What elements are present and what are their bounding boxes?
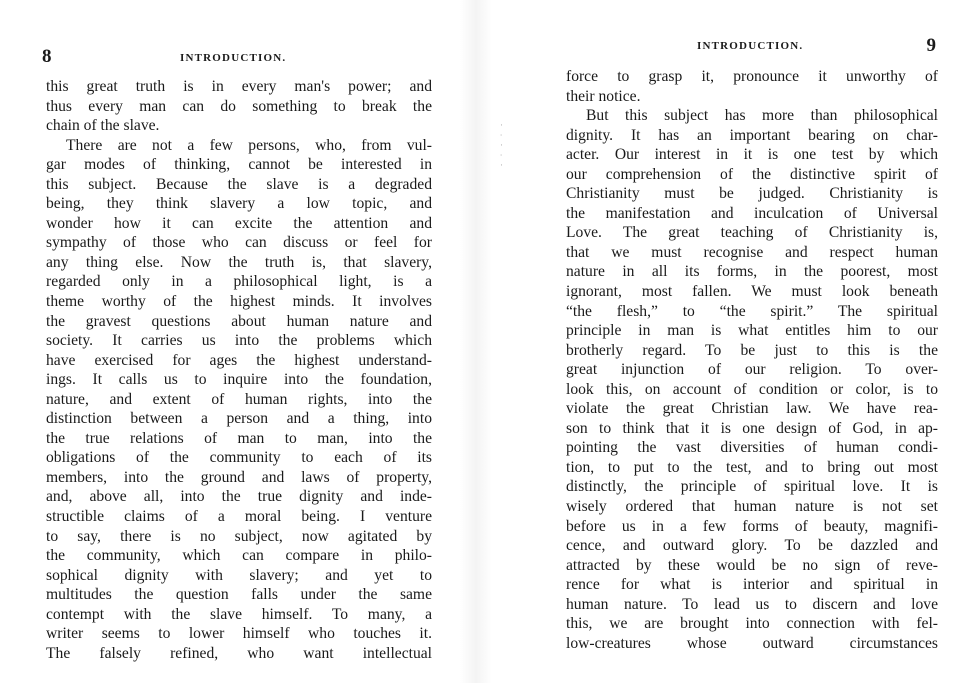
text-line: There are not a few persons, who, from vul-: [66, 136, 432, 154]
text-line: pointing the vast diversities of human condi-: [566, 439, 938, 457]
text-line: distinction between a person and a thing, into: [46, 410, 432, 428]
text-line: structible claims of a moral being. I venture: [46, 508, 432, 526]
text-line: writer seems to lower himself who touches it.: [46, 625, 432, 643]
text-line: son to think that it is one design of God, in ap-: [566, 419, 938, 437]
text-line: our comprehension of the distinctive spirit of: [566, 165, 938, 183]
text-line: the true relations of man to man, into the: [46, 429, 432, 447]
text-line: tion, to put to the test, and to bring out most: [566, 458, 938, 476]
text-line: contempt with the slave himself. To many, a: [46, 605, 432, 623]
text-line: principle in man is what entitles him to our: [566, 322, 938, 340]
text-line: and, above all, into the true dignity and inde-: [46, 488, 432, 506]
text-line: cence, and outward glory. To be dazzled and: [566, 537, 938, 555]
running-head: INTRODUCTION.: [697, 40, 804, 52]
text-line: multitudes the question falls under the same: [46, 586, 432, 604]
text-line: “the flesh,” to “the spirit.” The spiritual: [566, 302, 938, 320]
text-line: society. It carries us into the problems which: [46, 332, 432, 350]
text-line: this, we are brought into connection with fel-: [566, 615, 938, 633]
text-line: the community, which can compare in philo-: [46, 547, 432, 565]
text-line: being, they think slavery a low topic, and: [46, 195, 432, 213]
text-line: wonder how it can excite the attention and: [46, 214, 432, 232]
text-line: have exercised for ages the highest understand-: [46, 351, 432, 369]
text-line: obligations of the community to each of its: [46, 449, 432, 467]
text-line: that we must recognise and respect human: [566, 243, 938, 261]
text-line: theme worthy of the highest minds. It involves: [46, 293, 432, 311]
text-line: force to grasp it, pronounce it unworthy of: [566, 68, 938, 85]
text-line: wisely ordered that human nature is not set: [566, 498, 938, 516]
running-head: INTRODUCTION.: [180, 52, 287, 64]
text-line: rence for what is interior and spiritual in: [566, 576, 938, 594]
text-line: brotherly regard. To be just to this is the: [566, 341, 938, 359]
text-line: nature, and extent of human rights, into the: [46, 390, 432, 408]
text-line: their notice.: [566, 87, 641, 105]
text-line: human nature. To lead us to discern and love: [566, 595, 938, 613]
page-number: 9: [926, 35, 936, 56]
left-page: [0, 0, 460, 683]
text-line: sympathy of those who can discuss or feel for: [46, 234, 432, 252]
text-line: to say, there is no subject, now agitated by: [46, 527, 432, 545]
text-line: The falsely refined, who want intellectual: [46, 644, 432, 662]
text-line: this subject. Because the slave is a degraded: [46, 175, 432, 193]
text-line: the gravest questions about human nature and: [46, 312, 432, 330]
page-text: [566, 67, 938, 653]
text-line: members, into the ground and laws of property,: [46, 468, 432, 486]
text-line: Christianity must be judged. Christianity is: [566, 185, 938, 203]
text-line: ignorant, most fallen. We must look beneath: [566, 283, 938, 301]
text-line: violate the great Christian law. We have rea-: [566, 400, 938, 418]
right-page: [492, 0, 980, 683]
text-line: attracted by these would be no sign of reve-: [566, 556, 938, 574]
scan-specks: · ∙ · ∙ ·: [500, 120, 503, 170]
text-line: thus every man can do something to break the: [46, 97, 432, 115]
text-line: nature in all its forms, in the poorest, most: [566, 263, 938, 281]
text-line: dignity. It has an important bearing on char-: [566, 126, 938, 144]
text-line: low-creatures whose outward circumstances: [566, 634, 938, 652]
page-text: [46, 77, 432, 663]
text-line: look this, on account of condition or color, is to: [566, 380, 938, 398]
text-line: But this subject has more than philosophical: [586, 107, 938, 125]
text-line: before us in a few forms of beauty, magnifi-: [566, 517, 938, 535]
text-line: gar modes of thinking, cannot be interested in: [46, 156, 432, 174]
text-line: any thing else. Now the truth is, that slavery,: [46, 253, 432, 271]
text-line: the manifestation and inculcation of Universal: [566, 204, 938, 222]
text-line: Love. The great teaching of Christianity is,: [566, 224, 938, 242]
text-line: distinctly, the principle of spiritual love. It is: [566, 478, 938, 496]
book-gutter: [460, 0, 492, 683]
text-line: sophical dignity with slavery; and yet to: [46, 566, 432, 584]
text-line: acter. Our interest in it is one test by which: [566, 146, 938, 164]
text-line: great injunction of our religion. To over-: [566, 361, 938, 379]
text-line: chain of the slave.: [46, 117, 160, 135]
text-line: regarded only in a philosophical light, is a: [46, 273, 432, 291]
text-line: ings. It calls us to inquire into the foundation,: [46, 371, 432, 389]
text-line: this great truth is in every man's power; and: [46, 78, 432, 95]
page-number: 8: [42, 46, 52, 67]
